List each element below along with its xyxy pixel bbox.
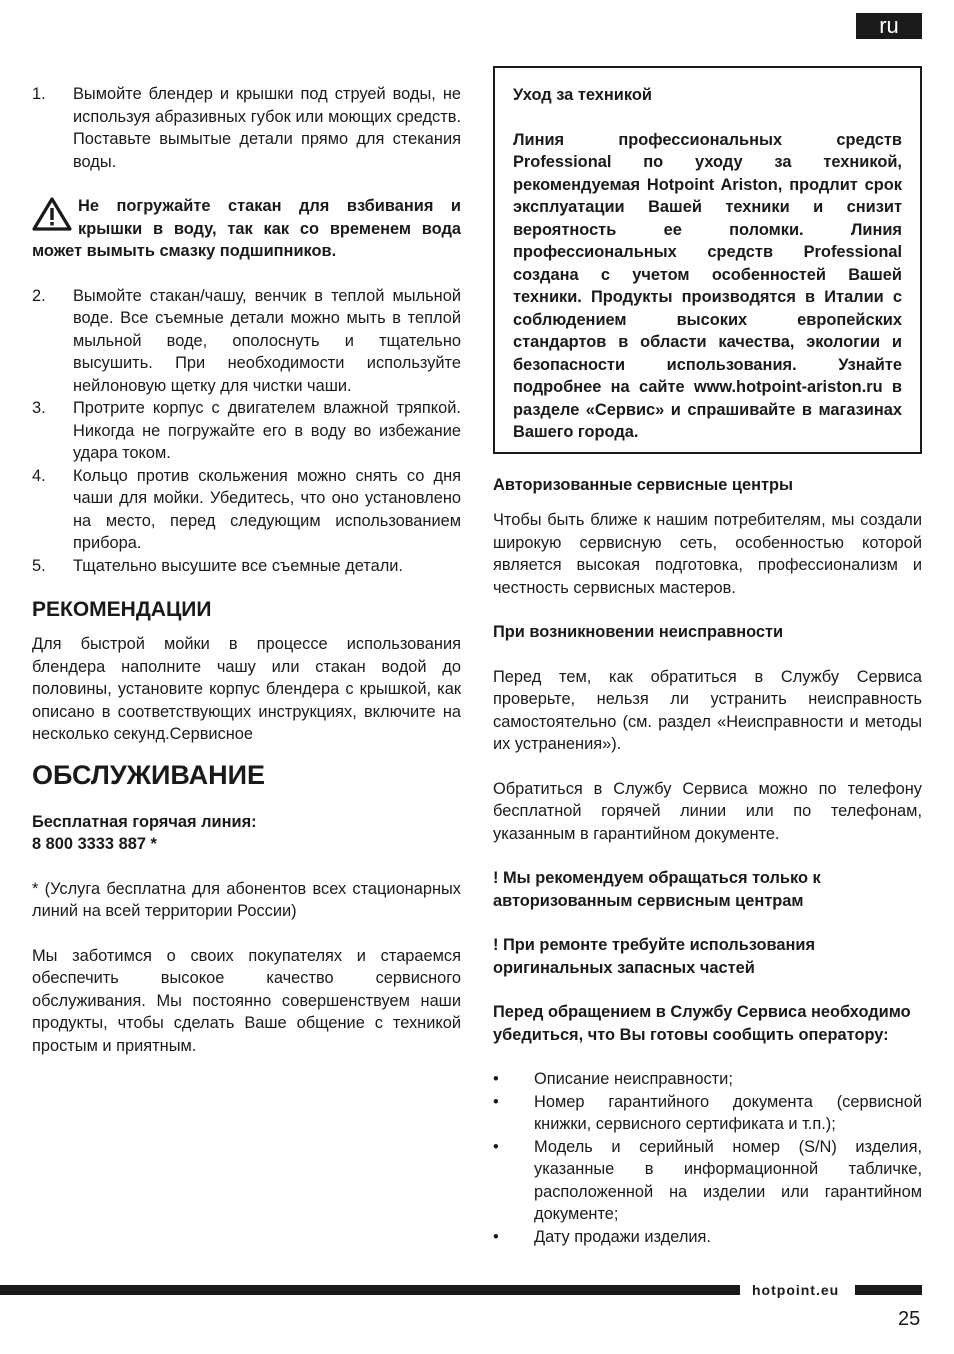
note-authorized-centers: ! Мы рекомендуем обращаться только к авторизованным сервисным центрам bbox=[493, 869, 821, 910]
cleaning-steps-b bbox=[32, 285, 461, 578]
recommendations-text: Для быстрой мойки в процессе использования блендера наполните чашу или стакан водой до половины, установите корпус блендера с крышкой, как описано в соответствующих инструкциях, включите на несколько секунд.Сервисное bbox=[32, 635, 461, 743]
step-text: Вымойте стакан/чашу, венчик в теплой мыльной воде. Все съемные детали можно мыть в теплой мыльной воде, ополоснуть и тщательно высушить. При необходимости используйте нейлоновую щетку для чистки чаши. bbox=[73, 286, 461, 395]
service-heading: ОБСЛУЖИВАНИЕ bbox=[32, 759, 265, 790]
step-number: 4. bbox=[32, 466, 46, 485]
right-column bbox=[493, 66, 922, 1248]
step-text: Вымойте блендер и крышки под струей воды, не используя абразивных губок или моющих средств. Поставьте вымытые детали прямо для стекания воды. bbox=[73, 85, 461, 171]
step-number: 1. bbox=[32, 85, 46, 103]
bullet-text: Модель и серийный номер (S/N) изделия, указанные в информационной табличке, расположенной на изделии или гарантийном документе; bbox=[534, 1137, 922, 1223]
warning-text: Не погружайте стакан для взбивания и крышки в воду, так как со временем вода может вымыть смазку подшипников. bbox=[32, 197, 461, 260]
operator-info-list bbox=[493, 1068, 922, 1248]
list-item bbox=[493, 1226, 922, 1249]
bullet-text: Номер гарантийного документа (сервисной книжки, сервисного сертификата и т.п.); bbox=[534, 1092, 922, 1133]
list-item bbox=[32, 465, 461, 555]
hotline-label: Бесплатная горячая линия: bbox=[32, 812, 257, 831]
bullet-text: Дату продажи изделия. bbox=[534, 1227, 711, 1246]
warning-note bbox=[32, 195, 461, 263]
warning-triangle-icon bbox=[32, 197, 72, 231]
box-text: Линия профессиональных средств Professional по уходу за техникой, рекомендуемая Hotpoint Ariston, продлит срок эксплуатации Вашей техники и снизит вероятность ее поломки. Линия профессиональных средств Professional создана с учетом особенностей Вашей техники. Продукты производятся в Италии с соблюдением высоких европейских стандартов в области качества, экологии и безопасности использования. Узнайте подробнее на сайте www.hotpoint-ariston.ru в разделе «Сервис» и спрашивайте в магазинах Вашего города. bbox=[513, 130, 902, 441]
fault-text: Перед тем, как обратиться в Службу Сервиса проверьте, нельзя ли устранить неисправность самостоятельно (см. раздел «Неисправности и методы их устранения»). bbox=[493, 667, 922, 753]
footer-site: hotpoint.eu bbox=[752, 1282, 840, 1298]
language-badge: ru bbox=[856, 13, 922, 39]
list-item bbox=[32, 397, 461, 465]
cleaning-steps-a bbox=[32, 83, 461, 173]
left-column bbox=[32, 83, 461, 1057]
care-text: Мы заботимся о своих покупателях и стараемся обеспечить высокое качество сервисного обслуживания. Мы постоянно совершенствуем наши продукты, чтобы сделать Ваше общение с техникой простым и приятным. bbox=[32, 946, 461, 1055]
list-item bbox=[32, 285, 461, 398]
page-number: 25 bbox=[898, 1308, 921, 1330]
list-item bbox=[493, 1068, 922, 1091]
box-title: Уход за техникой bbox=[513, 86, 652, 104]
footer-rule-left bbox=[0, 1285, 740, 1295]
recommendations-heading: РЕКОМЕНДАЦИИ bbox=[32, 598, 212, 621]
bullet-text: Описание неисправности; bbox=[534, 1070, 733, 1088]
footer-rule-right bbox=[855, 1285, 922, 1295]
step-number: 5. bbox=[32, 556, 46, 575]
bullet-icon: • bbox=[493, 1137, 499, 1156]
centers-heading: Авторизованные сервисные центры bbox=[493, 475, 794, 494]
list-item bbox=[32, 555, 461, 578]
bullet-icon: • bbox=[493, 1227, 499, 1246]
hotline-number: 8 800 3333 887 * bbox=[32, 835, 157, 853]
care-info-box bbox=[493, 66, 922, 454]
step-number: 2. bbox=[32, 286, 46, 305]
fault-heading: При возникновении неисправности bbox=[493, 623, 784, 641]
list-item bbox=[493, 1136, 922, 1226]
bullet-icon: • bbox=[493, 1070, 499, 1088]
list-item bbox=[32, 83, 461, 173]
before-contact-text: Перед обращением в Службу Сервиса необходимо убедиться, что Вы готовы сообщить оператору: bbox=[493, 1003, 911, 1044]
step-text: Тщательно высушите все съемные детали. bbox=[73, 556, 403, 575]
list-item bbox=[493, 1091, 922, 1136]
contact-text: Обратиться в Службу Сервиса можно по телефону бесплатной горячей линии или по телефонам, указанным в гарантийном документе. bbox=[493, 779, 922, 843]
step-number: 3. bbox=[32, 399, 46, 417]
note-original-parts: ! При ремонте требуйте использования оригинальных запасных частей bbox=[493, 936, 816, 977]
bullet-icon: • bbox=[493, 1092, 499, 1111]
step-text: Протрите корпус с двигателем влажной тряпкой. Никогда не погружайте его в воду во избежание удара током. bbox=[73, 399, 461, 462]
step-text: Кольцо против скольжения можно снять со дня чаши для мойки. Убедитесь, что оно установлено на место, перед следующим использованием прибора. bbox=[73, 466, 461, 552]
hotline-note: * (Услуга бесплатна для абонентов всех стационарных линий на всей территории России) bbox=[32, 879, 461, 920]
centers-text: Чтобы быть ближе к нашим потребителям, мы создали широкую сервисную сеть, особенностью которой является высокая подготовка, профессионализм и честность сервисных мастеров. bbox=[493, 511, 922, 597]
